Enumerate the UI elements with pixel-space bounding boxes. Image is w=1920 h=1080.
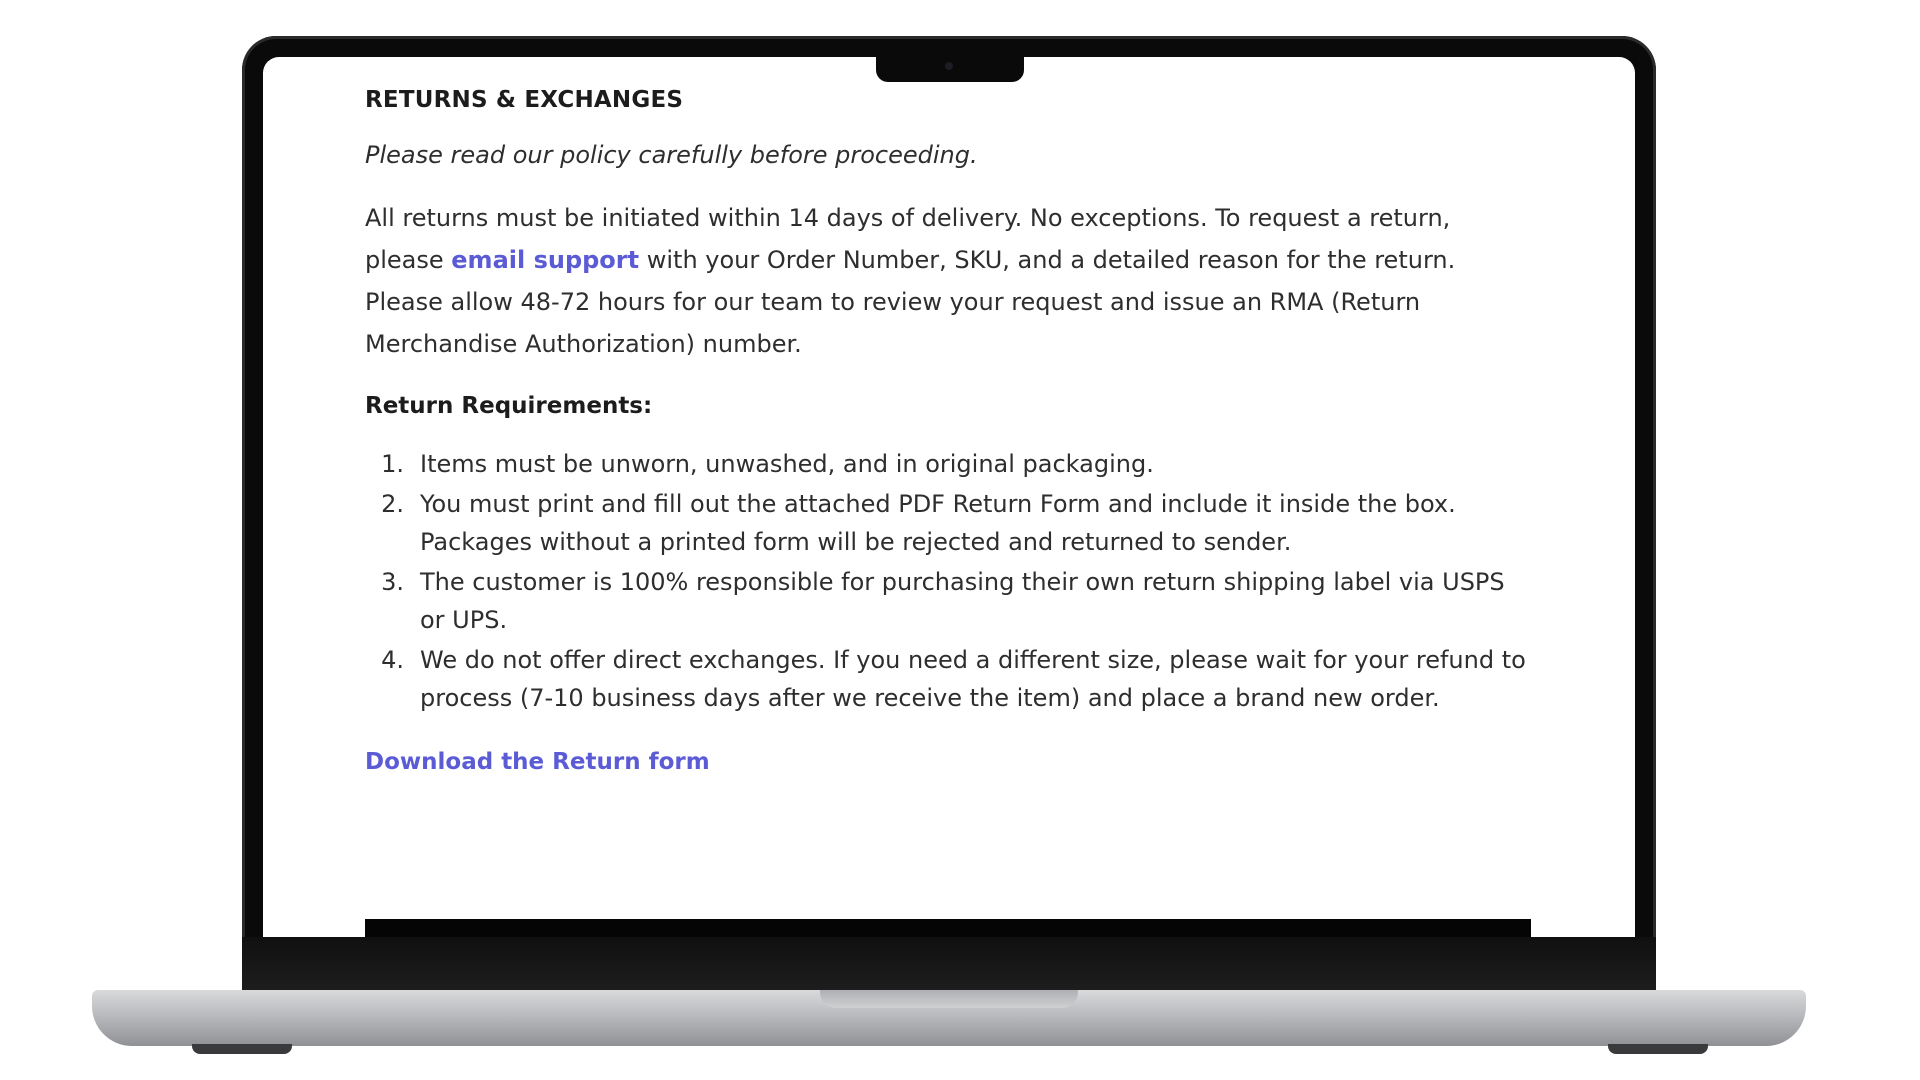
page-title: RETURNS & EXCHANGES [365,87,684,113]
list-item [365,485,1535,561]
email-support-link[interactable]: email support [451,246,640,274]
policy-subtitle: Please read our policy carefully before proceeding. [365,141,978,169]
page-footer-edge [365,919,1531,937]
intro-paragraph [365,197,1535,365]
trackpad-lip [820,990,1078,1008]
list-item-text: The customer is 100% responsible for purchasing their own return shipping label via USPS or UPS. [420,568,1505,634]
list-item-number: 1. [381,450,404,478]
laptop-screen [263,57,1635,937]
camera-icon [945,62,953,70]
list-item-text: We do not offer direct exchanges. If you need a different size, please wait for your refund to process (7-10 business days after we receive the item) and place a brand new order. [420,646,1526,712]
list-item [365,563,1535,639]
requirements-list [365,445,1535,717]
laptop-hinge [242,937,1656,994]
laptop-foot-right [1608,1044,1708,1054]
list-item [365,445,1535,483]
intro-text-start: All returns must be initiated within 14 days of delivery. No exceptions. To request a return, please [365,204,1451,274]
list-item-number: 2. [381,490,404,518]
list-item-number: 3. [381,568,404,596]
list-item [365,641,1535,717]
returns-policy-content [365,87,1535,775]
camera-notch [876,52,1024,82]
list-item-text: You must print and fill out the attached PDF Return Form and include it inside the box. Packages without a printed form will be rejected and returned to sender. [420,490,1456,556]
list-item-text: Items must be unworn, unwashed, and in original packaging. [420,450,1154,478]
list-item-number: 4. [381,646,404,674]
download-return-form-link[interactable]: Download the Return form [365,749,710,775]
intro-text-end: with your Order Number, SKU, and a detailed reason for the return. Please allow 48-72 hours for our team to review your request and issue an RMA (Return Merchandise Authorization) number. [365,246,1456,358]
laptop-foot-left [192,1044,292,1054]
requirements-heading: Return Requirements: [365,393,653,419]
